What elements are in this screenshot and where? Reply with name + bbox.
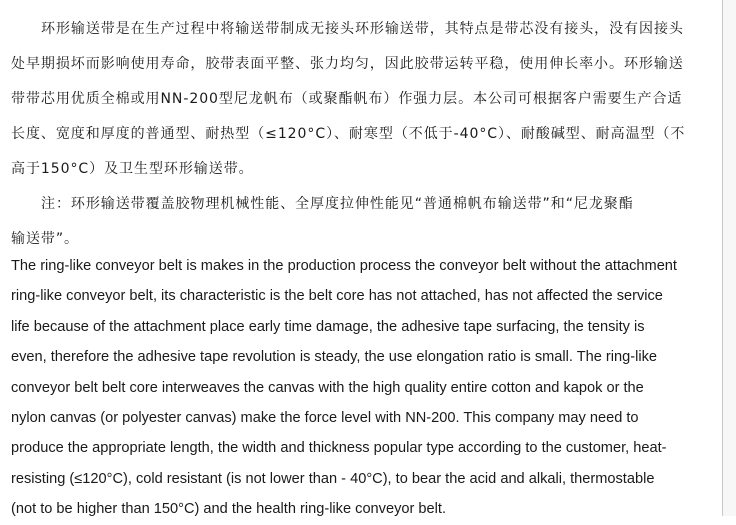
text-line: 处早期损坏而影响使用寿命，胶带表面平整、张力均匀，因此胶带运转平稳，使用伸长率小。环形输送 xyxy=(11,56,684,72)
text-line: The ring-like conveyor belt is makes in the production process the conveyor belt without the attachment xyxy=(11,258,677,274)
text-line: 带带芯用优质全棉或用NN-200型尼龙帆布（或聚酯帆布）作强力层。本公司可根据客户需要生产合适 xyxy=(11,91,683,107)
chinese-paragraph-description xyxy=(11,12,691,187)
text-line: life because of the attachment place early time damage, the adhesive tape surfacing, the tensity is xyxy=(11,318,645,335)
chinese-paragraph-note xyxy=(11,187,691,257)
text-line: ring-like conveyor belt, its characteristic is the belt core has not attached, has not affected the service xyxy=(11,288,663,305)
text-line: conveyor belt belt core interweaves the canvas with the high quality entire cotton and kapok or the xyxy=(11,379,644,396)
text-line: 输送带”。 xyxy=(11,231,80,247)
text-line: 注：环形输送带覆盖胶物理机械性能、全厚度拉伸性能见“普通棉帆布输送带”和“尼龙聚酯 xyxy=(41,196,634,212)
text-line: even, therefore the adhesive tape revolution is steady, the use elongation ratio is small. The ring-like xyxy=(11,349,658,366)
text-line: resisting (≤120°C), cold resistant (is not lower than - 40°C), to bear the acid and alkali, thermostable xyxy=(11,470,655,487)
text-line: produce the appropriate length, the width and thickness popular type according to the customer, heat- xyxy=(11,440,667,457)
text-line: 长度、宽度和厚度的普通型、耐热型（≤120°C）、耐寒型（不低于-40°C）、耐酸碱型、耐高温型（不 xyxy=(11,126,686,142)
page-side-margin xyxy=(723,0,736,516)
text-line: 环形输送带是在生产过程中将输送带制成无接头环形输送带，其特点是带芯没有接头，没有因接头 xyxy=(41,21,684,37)
english-paragraph xyxy=(11,251,691,525)
text-line: nylon canvas (or polyester canvas) make the force level with NN-200. This company may need to xyxy=(11,409,639,426)
text-line: 高于150°C）及卫生型环形输送带。 xyxy=(11,161,254,177)
text-line: (not to be higher than 150°C) and the health ring-like conveyor belt. xyxy=(11,501,446,518)
